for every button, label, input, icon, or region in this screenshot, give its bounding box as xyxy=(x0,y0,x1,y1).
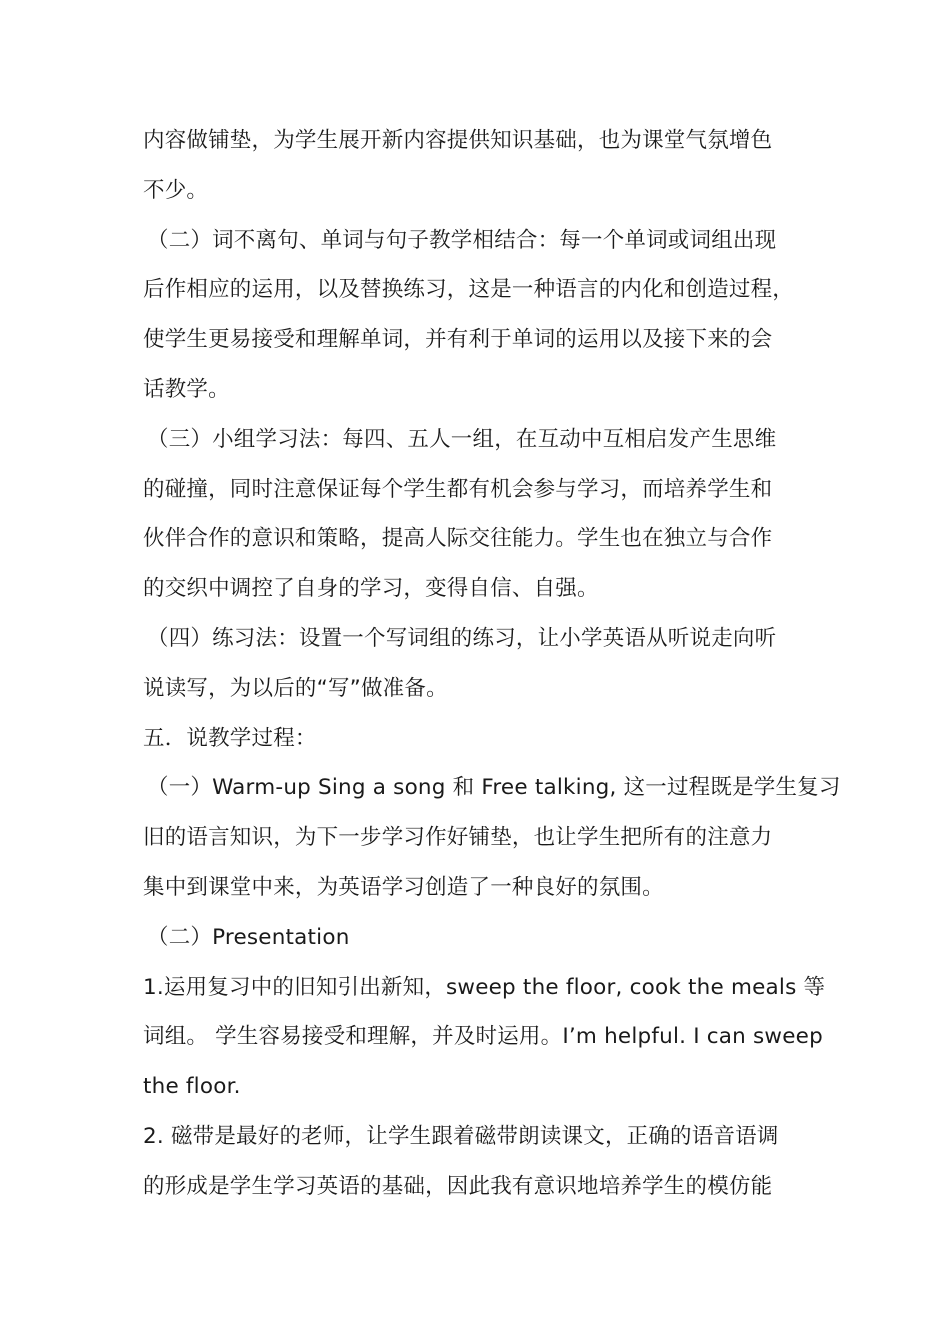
text-line: 2. 磁带是最好的老师，让学生跟着磁带朗读课文，正确的语音语调 xyxy=(143,1123,779,1149)
text-line: （四）练习法：设置一个写词组的练习，让小学英语从听说走向听 xyxy=(147,625,777,651)
text-line: （二）词不离句、单词与句子教学相结合：每一个单词或词组出现 xyxy=(147,227,777,253)
text-line: （三）小组学习法：每四、五人一组，在互动中互相启发产生思维 xyxy=(147,426,777,452)
text-line: 的交织中调控了自身的学习，变得自信、自强。 xyxy=(143,576,599,602)
text-line: 说读写，为以后的“写”做准备。 xyxy=(143,675,448,701)
text-line: 的碰撞，同时注意保证每个学生都有机会参与学习，而培养学生和 xyxy=(143,476,773,502)
text-line: 旧的语言知识，为下一步学习作好铺垫，也让学生把所有的注意力 xyxy=(143,825,773,851)
text-line: 不少。 xyxy=(143,177,209,203)
text-line: 的形成是学生学习英语的基础，因此我有意识地培养学生的模仿能 xyxy=(143,1173,773,1199)
text-line: 词组。 学生容易接受和理解，并及时运用。I’m helpful. I can sweep xyxy=(143,1024,823,1050)
text-line: （一）Warm-up Sing a song 和 Free talking, 这一过程既是学生复习 xyxy=(147,775,841,801)
text-line: 集中到课堂中来，为英语学习创造了一种良好的氛围。 xyxy=(143,874,664,900)
text-line: 话教学。 xyxy=(143,376,230,402)
text-line: the floor. xyxy=(143,1074,241,1100)
document-body xyxy=(143,116,841,1212)
subsection-heading: （二）Presentation xyxy=(147,924,350,950)
text-line: 后作相应的运用，以及替换练习，这是一种语言的内化和创造过程， xyxy=(143,277,795,303)
text-line: 伙伴合作的意识和策略，提高人际交往能力。学生也在独立与合作 xyxy=(143,526,773,552)
text-line: 1.运用复习中的旧知引出新知，sweep the floor, cook the meals 等 xyxy=(143,974,826,1000)
section-heading: 五．说教学过程： xyxy=(143,725,317,751)
text-line: 内容做铺垫，为学生展开新内容提供知识基础，也为课堂气氛增色 xyxy=(143,128,773,153)
text-line: 使学生更易接受和理解单词，并有利于单词的运用以及接下来的会 xyxy=(143,327,773,353)
